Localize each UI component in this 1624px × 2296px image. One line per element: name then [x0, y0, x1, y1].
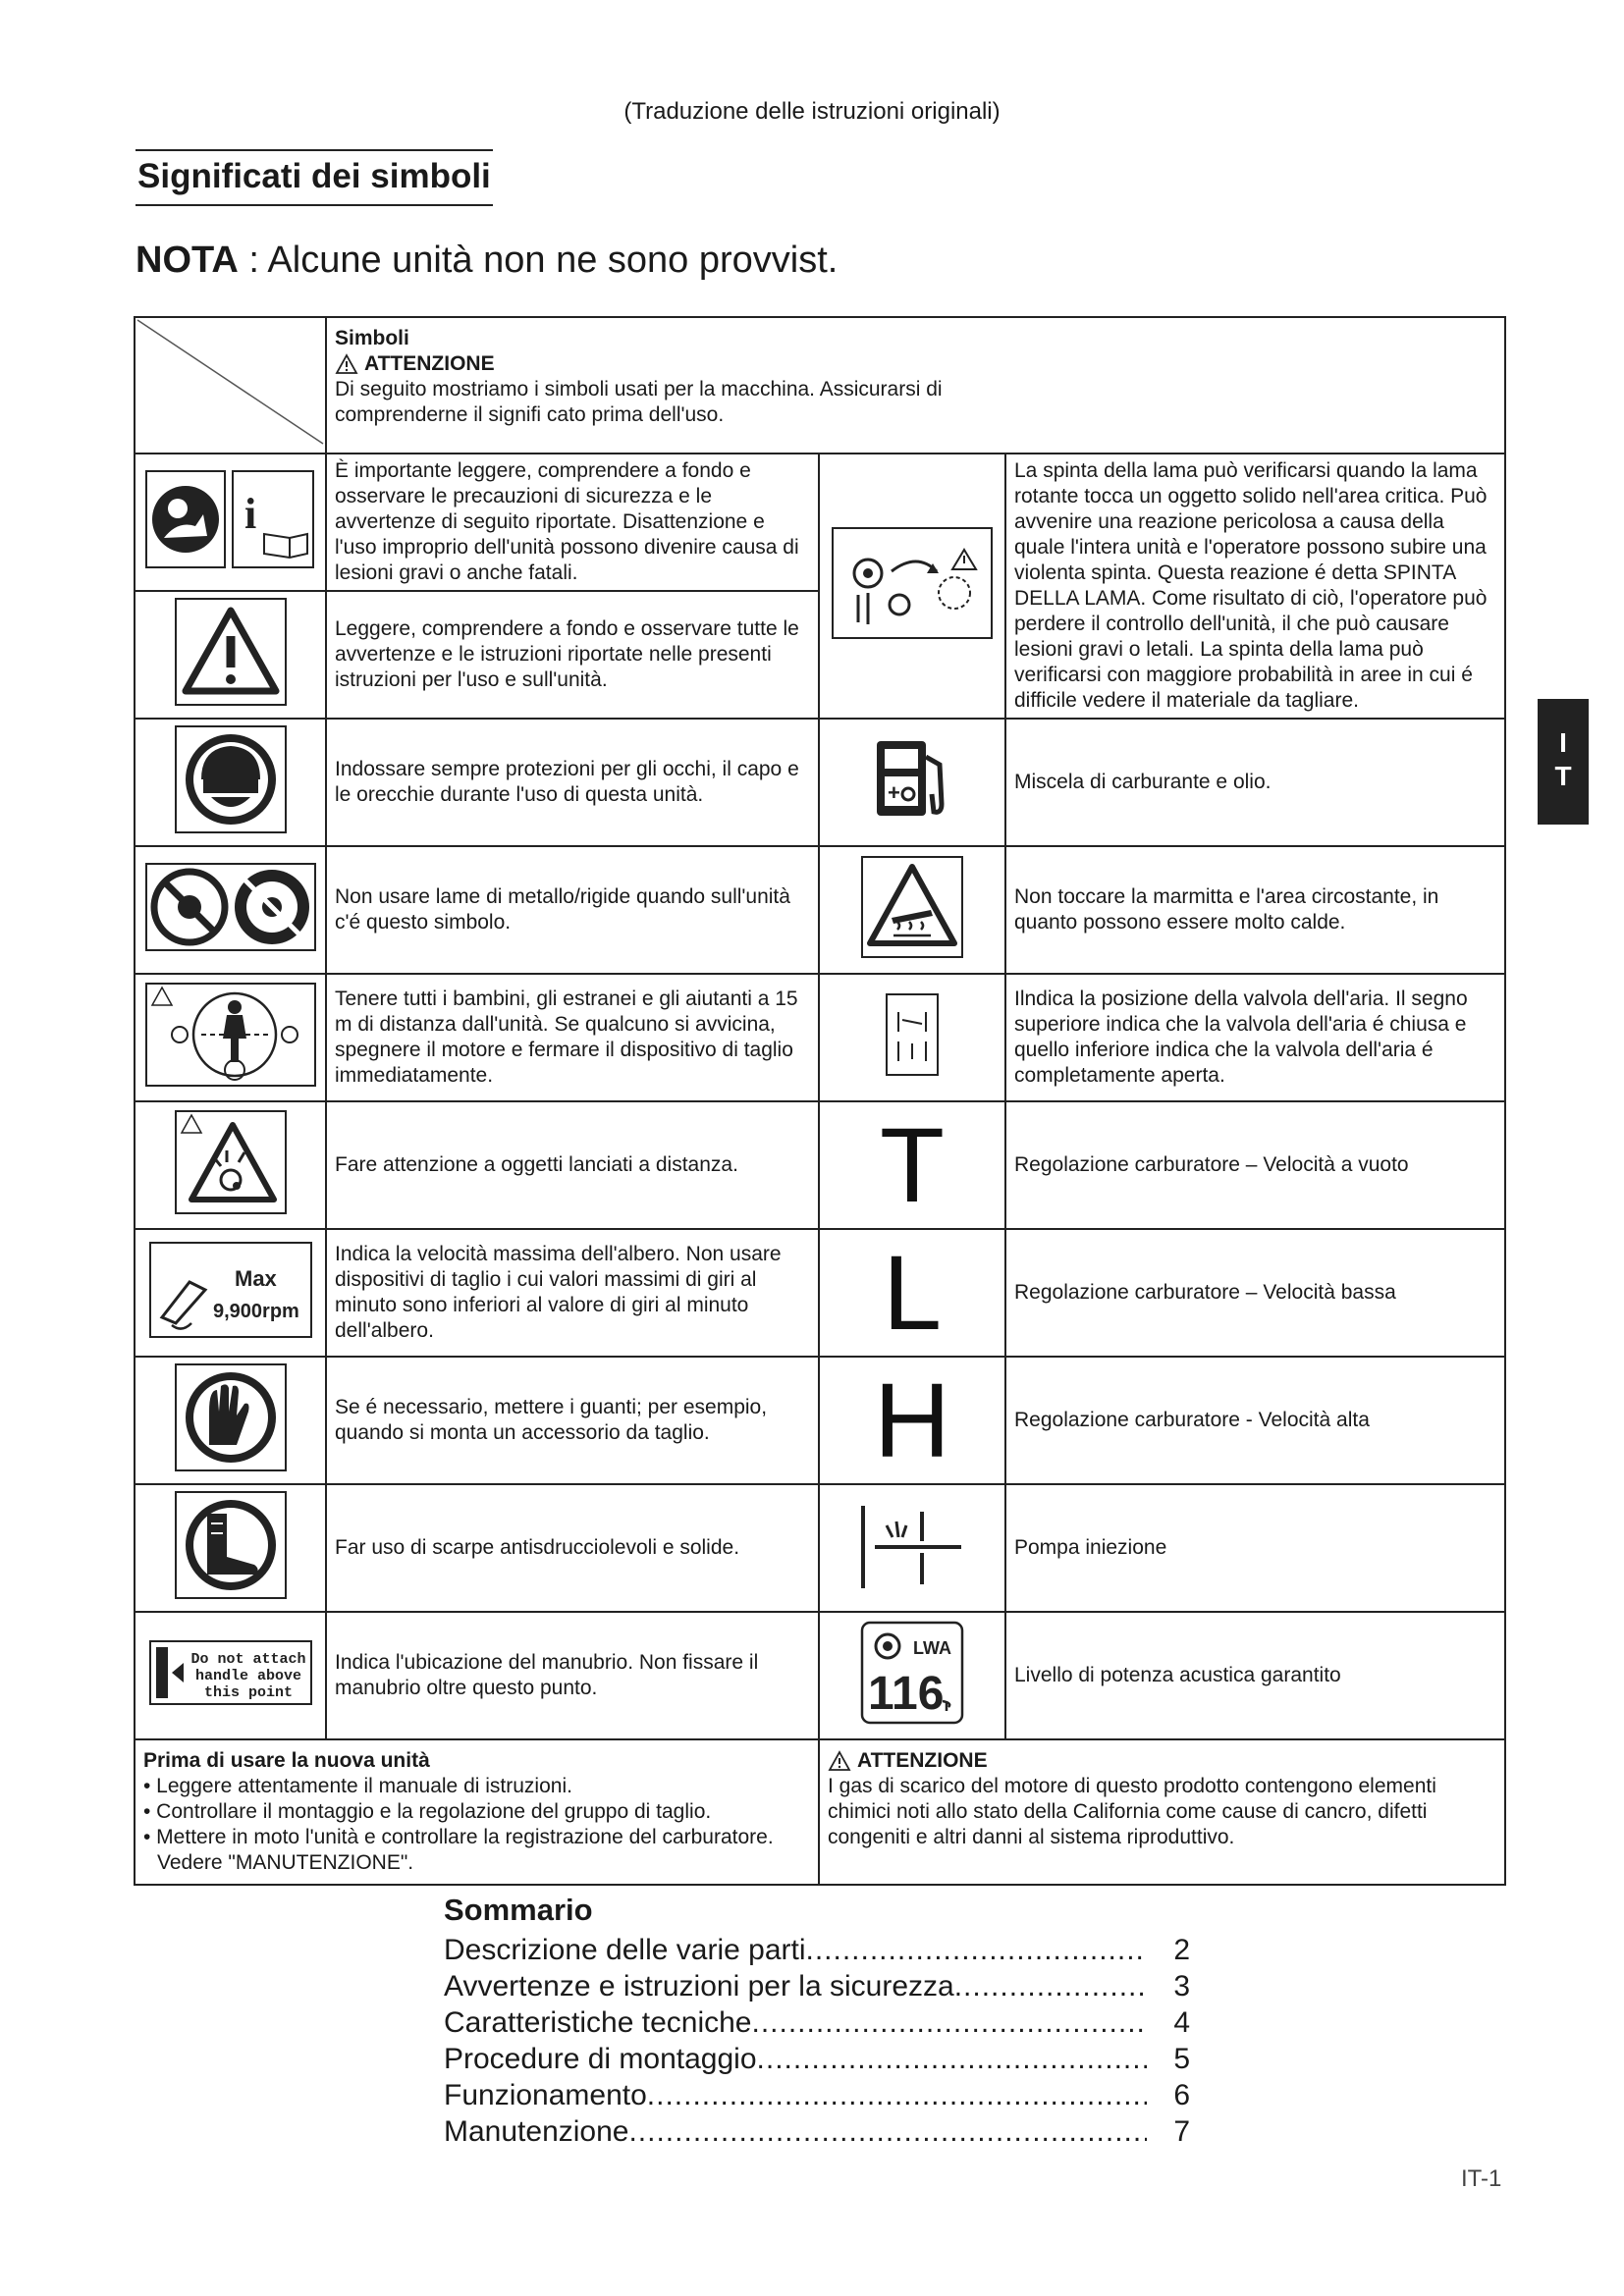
header-text: Di seguito mostriamo i simboli usati per la macchina. Assicurarsi di comprenderne il signifi cato prima dell'uso.: [335, 378, 943, 426]
idle-speed-letter-icon: T: [880, 1105, 945, 1224]
choke-icon: [883, 990, 942, 1079]
handle-label-1: Do not attach: [189, 1650, 306, 1668]
toc-item[interactable]: Caratteristiche tecniche ..... 4: [444, 2004, 1190, 2041]
header-diagonal-cell: [135, 317, 326, 454]
handle-position-icon-cell: [135, 1612, 326, 1739]
primer-pump-text: Pompa iniezione: [1005, 1484, 1505, 1612]
low-speed-letter-icon: L: [882, 1233, 943, 1352]
no-metal-blade-icon-cell: [135, 846, 326, 974]
gloves-text: Se é necessario, mettere i guanti; per esempio, quando si monta un accessorio da taglio.: [326, 1357, 819, 1484]
choke-text: Ilndica la posizione della valvola dell'aria. Il segno superiore indica che la valvola dell'aria é chiusa e quello inferiore indica che la valvola dell'aria é completamente aperta.: [1005, 974, 1505, 1101]
diagonal-line: [135, 318, 325, 446]
protective-gear-icon: [172, 722, 290, 836]
page-number: IT-1: [1461, 2165, 1502, 2192]
keep-distance-icon-cell: [135, 974, 326, 1101]
fuel-pump-icon-cell: [819, 719, 1005, 846]
handle-label-2: handle above: [194, 1667, 301, 1684]
before-use-item: • Controllare il montaggio e la regolazione del gruppo di taglio.: [143, 1800, 712, 1823]
toc-item[interactable]: Funzionamento ..... 6: [444, 2077, 1190, 2113]
toc-heading: Sommario: [444, 1893, 593, 1927]
boots-icon: [172, 1488, 290, 1602]
db-value: 116: [868, 1667, 945, 1720]
toc-item[interactable]: Procedure di montaggio ..... 5: [444, 2041, 1190, 2077]
boots-icon-cell: [135, 1484, 326, 1612]
thrown-objects-icon-cell: [135, 1101, 326, 1229]
handle-position-text: Indica l'ubicazione del manubrio. Non fissare il manubrio oltre questo punto.: [326, 1612, 819, 1739]
lwa-label: LWA: [913, 1637, 951, 1658]
max-speed-icon: [146, 1239, 315, 1341]
section-title: Significati dei simboli: [135, 149, 493, 206]
table-of-contents: [444, 1893, 1190, 2150]
document-subtitle: (Traduzione delle istruzioni originali): [623, 98, 1001, 125]
nota-label: NOTA: [135, 240, 239, 281]
toc-item[interactable]: Manutenzione ..... 7: [444, 2113, 1190, 2150]
fuel-mix-text: Miscela di carburante e olio.: [1005, 719, 1505, 846]
low-speed-text: Regolazione carburatore – Velocità bassa: [1005, 1229, 1505, 1357]
high-speed-text: Regolazione carburatore - Velocità alta: [1005, 1357, 1505, 1484]
hot-surface-icon-cell: [819, 846, 1005, 974]
california-warning-title: ATTENZIONE: [828, 1748, 1496, 1774]
no-metal-blade-icon: [142, 860, 319, 954]
blade-thrust-icon-cell: [819, 454, 1005, 719]
symbols-table: [134, 316, 1506, 1886]
warning-triangle-icon-cell: [135, 591, 326, 719]
gloves-icon: [172, 1361, 290, 1474]
handle-position-icon: [146, 1637, 315, 1708]
thrown-objects-text: Fare attenzione a oggetti lanciati a distanza.: [326, 1101, 819, 1229]
before-use-item: • Mettere in moto l'unità e controllare la registrazione del carburatore. Vedere "MANUTENZIONE".: [143, 1826, 774, 1874]
low-speed-letter-cell: [819, 1229, 1005, 1357]
keep-distance-text: Tenere tutti i bambini, gli estranei e gli aiutanti a 15 m di distanza dall'unità. Se qualcuno si avvicina, spegnere il motore e fermare il dispositivo di taglio immediatamente.: [326, 974, 819, 1101]
protective-gear-icon-cell: [135, 719, 326, 846]
rpm-label: 9,900rpm: [212, 1300, 299, 1322]
warning-triangle-icon: [172, 595, 290, 709]
nota-text: : Alcune unità non ne sono provvist.: [238, 240, 839, 281]
california-warning-text: I gas di scarico del motore di questo prodotto contengono elementi chimici noti allo stato della California come cause di cancro, difetti congeniti e altri danni al sistema riproduttivo.: [828, 1775, 1436, 1848]
hot-surface-icon: [858, 853, 966, 961]
no-metal-blade-text: Non usare lame di metallo/rigide quando sull'unità c'é questo simbolo.: [326, 846, 819, 974]
header-warning: ATTENZIONE: [335, 351, 1496, 377]
warning-triangle-text: Leggere, comprendere a fondo e osservare tutte le avvertenze e le istruzioni riportate nelle presenti istruzioni per l'uso e sull'unità.: [326, 591, 819, 719]
svg-text:i: i: [244, 489, 256, 538]
high-speed-letter-cell: [819, 1357, 1005, 1484]
max-label: Max: [234, 1265, 277, 1291]
svg-text:+: +: [888, 779, 900, 805]
primer-pump-icon: [853, 1496, 971, 1594]
language-side-tab: I T: [1538, 699, 1589, 825]
max-speed-icon-cell: [135, 1229, 326, 1357]
handle-label-3: this point: [203, 1683, 293, 1701]
toc-item[interactable]: Descrizione delle varie parti ..... 2: [444, 1932, 1190, 1968]
blade-thrust-text: La spinta della lama può verificarsi quando la lama rotante tocca un oggetto solido nell'area critica. Può avvenire una reazione pericolosa a causa della quale l'intera unità e l'operatore possono subire una violenta spinta. Questa reazione é detta SPINTA DELLA LAMA. Come risultato di ciò, l'operatore può perdere il controllo dell'unità, il che può causare lesioni gravi o letali. La spinta della lama può verificarsi con maggiore probabilità in aree in cui é difficile vedere il materiale da tagliare.: [1005, 454, 1505, 719]
boots-text: Far uso di scarpe antisdrucciolevoli e solide.: [326, 1484, 819, 1612]
small-warning-icon: [335, 353, 358, 375]
read-manual-icon: [142, 465, 319, 573]
gloves-icon-cell: [135, 1357, 326, 1484]
read-manual-text: È importante leggere, comprendere a fondo e osservare le precauzioni di sicurezza e le avvertenze di seguito riportate. Disattenzione e l'uso improprio dell'unità possono divenire causa di lesioni gravi o anche fatali.: [326, 454, 819, 591]
before-use-title: Prima di usare la nuova unità: [143, 1749, 430, 1772]
primer-pump-icon-cell: [819, 1484, 1005, 1612]
sound-power-text: Livello di potenza acustica garantito: [1005, 1612, 1505, 1739]
idle-speed-text: Regolazione carburatore – Velocità a vuoto: [1005, 1101, 1505, 1229]
before-use-cell: [135, 1739, 819, 1885]
symbols-label: Simboli: [335, 327, 409, 349]
hot-surface-text: Non toccare la marmitta e l'area circostante, in quanto possono essere molto calde.: [1005, 846, 1505, 974]
max-speed-text: Indica la velocità massima dell'albero. Non usare dispositivi di taglio i cui valori massimi di giri al minuto sono inferiori al valore di giri al minuto dell'albero.: [326, 1229, 819, 1357]
protective-gear-text: Indossare sempre protezioni per gli occhi, il capo e le orecchie durante l'uso di questa unità.: [326, 719, 819, 846]
blade-thrust-icon: [829, 524, 996, 642]
thrown-objects-icon: [172, 1107, 290, 1217]
sound-power-icon: [858, 1619, 966, 1727]
nota-line: [135, 240, 838, 282]
header-cell: [326, 317, 1505, 454]
idle-speed-letter-cell: [819, 1101, 1005, 1229]
fuel-pump-icon: [863, 735, 961, 824]
choke-icon-cell: [819, 974, 1005, 1101]
keep-distance-icon: [142, 980, 319, 1090]
sound-power-icon-cell: [819, 1612, 1005, 1739]
small-warning-icon: [828, 1750, 851, 1772]
before-use-item: • Leggere attentamente il manuale di istruzioni.: [143, 1775, 572, 1797]
california-warning-cell: [819, 1739, 1505, 1885]
toc-item[interactable]: Avvertenze e istruzioni per la sicurezza ..... 3: [444, 1968, 1190, 2004]
read-manual-icon-cell: [135, 454, 326, 591]
high-speed-letter-icon: H: [874, 1361, 950, 1479]
